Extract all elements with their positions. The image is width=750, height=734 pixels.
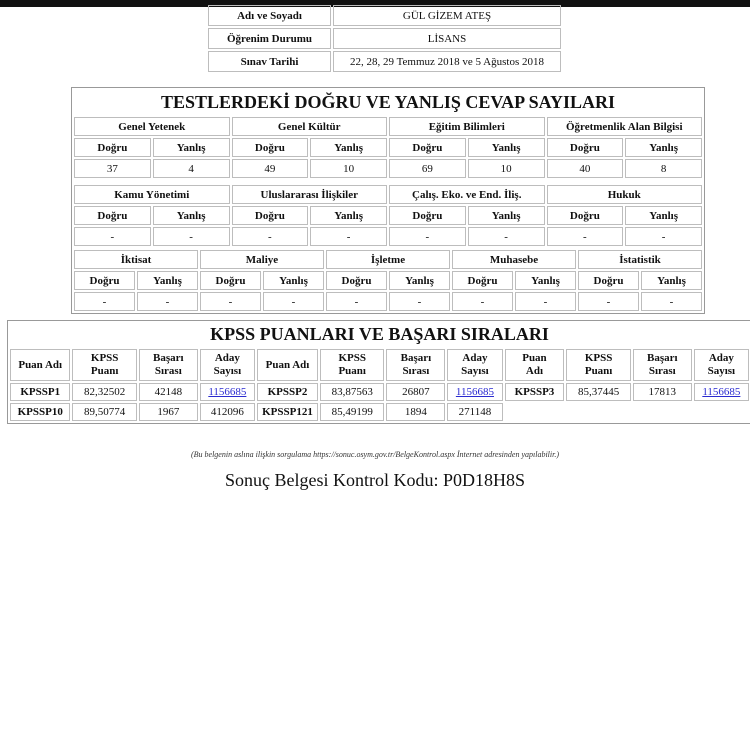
header-score-name: Puan Adı [505,349,565,381]
wrong-count: - [263,292,324,311]
kpss-title: KPSS PUANLARI VE BAŞARI SIRALARI [210,324,549,344]
test-group-header-row [74,117,702,136]
correct-header: Doğru [74,138,151,157]
success-rank: 42148 [139,383,198,401]
correct-header: Doğru [389,206,466,225]
correct-count: 37 [74,159,151,178]
test-subheader-row [74,138,702,157]
candidate-count: 412096 [200,403,255,421]
wrong-header: Yanlış [641,271,702,290]
wrong-count: - [468,227,545,246]
candidate-count-link[interactable]: 1156685 [455,386,494,398]
test-group-1 [74,117,702,183]
wrong-count: 4 [153,159,230,178]
wrong-header: Yanlış [310,138,387,157]
wrong-count: 8 [625,159,702,178]
candidate-count-cell [447,383,502,401]
wrong-header: Yanlış [515,271,576,290]
score-name: KPSSP2 [257,383,318,401]
wrong-header: Yanlış [389,271,450,290]
wrong-count: - [625,227,702,246]
test-answers-title: TESTLERDEKİ DOĞRU VE YANLIŞ CEVAP SAYILARI [161,92,615,112]
info-value: 22, 28, 29 Temmuz 2018 ve 5 Ağustos 2018 [333,51,561,72]
candidate-count-cell [694,383,749,401]
test-answers-table [72,115,704,248]
wrong-header: Yanlış [310,206,387,225]
kpss-score: 85,49199 [320,403,384,421]
info-value: LİSANS [333,28,561,49]
candidate-count: 271148 [447,403,502,421]
test-values-row [74,227,702,246]
spacer-row [74,180,702,183]
info-row-education [208,28,561,49]
verification-note: (Bu belgenin aslına ilişkin sorgulama https://sonuc.osym.gov.tr/BelgeKontrol.aspx İnternet adresinden yapılabilir.) [190,450,560,459]
header-rank: Başarı Sırası [139,349,198,381]
header-kpss-score: KPSS Puanı [566,349,630,381]
wrong-count: - [153,227,230,246]
header-score-name: Puan Adı [10,349,70,381]
candidate-info-table [206,3,563,74]
success-rank: 26807 [386,383,445,401]
wrong-count: - [310,227,387,246]
kpss-header-row [10,349,749,381]
header-kpss-score: KPSS Puanı [72,349,136,381]
test-group-3 [74,250,702,311]
wrong-count: - [641,292,702,311]
spacer [74,180,702,183]
test-values-row [74,159,702,178]
info-label: Öğrenim Durumu [208,28,331,49]
test-group-header-row [74,185,702,204]
wrong-header: Yanlış [263,271,324,290]
wrong-header: Yanlış [153,138,230,157]
wrong-count: 10 [310,159,387,178]
test-name: Çalış. Eko. ve End. İliş. [389,185,545,204]
info-row-name [208,5,561,26]
kpss-row [10,403,749,421]
kpss-row [10,383,749,401]
correct-header: Doğru [452,271,513,290]
wrong-count: - [137,292,198,311]
wrong-count: 10 [468,159,545,178]
control-code: Sonuç Belgesi Kontrol Kodu: P0D18H8S [224,470,525,490]
correct-count: 40 [547,159,624,178]
correct-count: - [389,227,466,246]
test-values-row [74,292,702,311]
test-name: Eğitim Bilimleri [389,117,545,136]
score-name: KPSSP1 [10,383,70,401]
correct-header: Doğru [326,271,387,290]
test-name: Hukuk [547,185,703,204]
correct-count: - [232,227,309,246]
correct-count: - [326,292,387,311]
correct-header: Doğru [232,206,309,225]
info-value: GÜL GİZEM ATEŞ [333,5,561,26]
info-label: Sınav Tarihi [208,51,331,72]
test-name: İşletme [326,250,450,269]
wrong-header: Yanlış [468,206,545,225]
correct-header: Doğru [200,271,261,290]
correct-count: 69 [389,159,466,178]
info-label: Adı ve Soyadı [208,5,331,26]
correct-header: Doğru [547,206,624,225]
correct-header: Doğru [389,138,466,157]
success-rank: 1967 [139,403,198,421]
wrong-count: - [515,292,576,311]
candidate-count-cell [200,383,255,401]
header-score-name: Puan Adı [257,349,318,381]
header-rank: Başarı Sırası [633,349,692,381]
test-name: Öğretmenlik Alan Bilgisi [547,117,703,136]
wrong-count: - [389,292,450,311]
test-name: Maliye [200,250,324,269]
header-rank: Başarı Sırası [386,349,445,381]
correct-count: 49 [232,159,309,178]
score-name: KPSSP3 [505,383,565,401]
correct-header: Doğru [547,138,624,157]
success-rank: 1894 [386,403,445,421]
score-name: KPSSP121 [257,403,318,421]
wrong-header: Yanlış [625,206,702,225]
test-answers-section [71,87,705,314]
header-candidate-count: Aday Sayısı [200,349,255,381]
candidate-count-link[interactable]: 1156685 [208,386,247,398]
test-name: Kamu Yönetimi [74,185,230,204]
correct-header: Doğru [232,138,309,157]
header-candidate-count: Aday Sayısı [694,349,749,381]
test-name: Genel Yetenek [74,117,230,136]
kpss-scores-section [7,320,750,424]
test-group-2 [74,185,702,246]
kpss-score: 85,37445 [566,383,630,401]
candidate-count-link[interactable]: 1156685 [702,386,741,398]
test-name: İktisat [74,250,198,269]
correct-count: - [578,292,639,311]
wrong-header: Yanlış [137,271,198,290]
correct-header: Doğru [74,271,135,290]
correct-count: - [74,227,151,246]
score-name: KPSSP10 [10,403,70,421]
test-name: İstatistik [578,250,702,269]
test-name: Uluslararası İlişkiler [232,185,388,204]
correct-count: - [74,292,135,311]
info-row-exam-date [208,51,561,72]
header-kpss-score: KPSS Puanı [320,349,384,381]
test-subheader-row [74,206,702,225]
test-name: Muhasebe [452,250,576,269]
correct-header: Doğru [74,206,151,225]
wrong-header: Yanlış [468,138,545,157]
success-rank: 17813 [633,383,692,401]
wrong-header: Yanlış [625,138,702,157]
kpss-scores-table [8,347,750,423]
wrong-header: Yanlış [153,206,230,225]
test-answers-table-five [72,248,704,313]
kpss-score: 89,50774 [72,403,136,421]
kpss-score: 83,87563 [320,383,384,401]
correct-header: Doğru [578,271,639,290]
correct-count: - [547,227,624,246]
test-group-header-row [74,250,702,269]
kpss-score: 82,32502 [72,383,136,401]
correct-count: - [200,292,261,311]
correct-count: - [452,292,513,311]
test-subheader-row [74,271,702,290]
header-candidate-count: Aday Sayısı [447,349,502,381]
test-name: Genel Kültür [232,117,388,136]
